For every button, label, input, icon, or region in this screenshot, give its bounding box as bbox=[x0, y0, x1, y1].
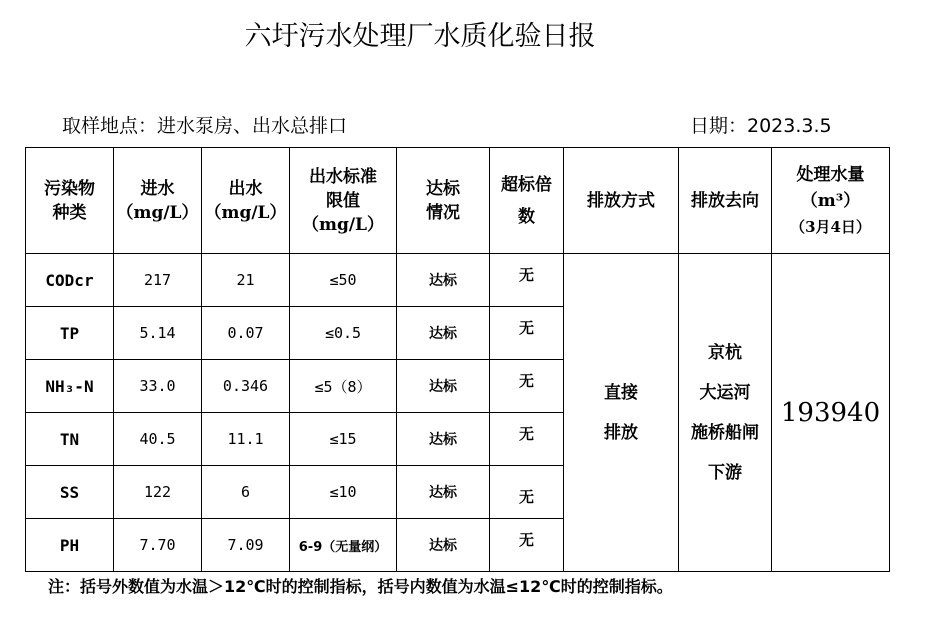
compliance-status: 达标 bbox=[397, 307, 490, 360]
exceed-value: 无 bbox=[490, 360, 564, 413]
limit-value: ≤50 bbox=[290, 254, 397, 307]
treated-volume: 193940 bbox=[772, 254, 890, 572]
pollutant-name: TN bbox=[26, 413, 114, 466]
header-outflow: 出水 （mg/L） bbox=[202, 148, 290, 254]
discharge-method: 直接 排放 bbox=[564, 254, 679, 572]
exceed-value: 无 bbox=[490, 254, 564, 307]
compliance-status: 达标 bbox=[397, 519, 490, 572]
exceed-value: 无 bbox=[490, 519, 564, 572]
limit-value: 6-9（无量纲） bbox=[290, 519, 397, 572]
sample-location: 取样地点：进水泵房、出水总排口 bbox=[62, 115, 348, 137]
header-pollutant: 污染物 种类 bbox=[26, 148, 114, 254]
inflow-value: 122 bbox=[114, 466, 202, 519]
inflow-value: 40.5 bbox=[114, 413, 202, 466]
outflow-value: 0.346 bbox=[202, 360, 290, 413]
header-limit: 出水标准 限值 （mg/L） bbox=[290, 148, 397, 254]
limit-value: ≤15 bbox=[290, 413, 397, 466]
discharge-destination: 京杭 大运河 施桥船闸 下游 bbox=[679, 254, 772, 572]
outflow-value: 21 bbox=[202, 254, 290, 307]
pollutant-name: SS bbox=[26, 466, 114, 519]
inflow-value: 217 bbox=[114, 254, 202, 307]
footnote: 注：括号外数值为水温＞12℃时的控制指标，括号内数值为水温≤12℃时的控制指标。 bbox=[48, 577, 673, 596]
pollutant-name: NH₃-N bbox=[26, 360, 114, 413]
compliance-status: 达标 bbox=[397, 360, 490, 413]
compliance-status: 达标 bbox=[397, 254, 490, 307]
exceed-value: 无 bbox=[490, 413, 564, 466]
exceed-value: 无 bbox=[490, 307, 564, 360]
exceed-value: 无 bbox=[490, 466, 564, 519]
report-date: 日期：2023.3.5 bbox=[690, 115, 832, 137]
report-title: 六圩污水处理厂水质化验日报 bbox=[244, 21, 596, 52]
inflow-value: 5.14 bbox=[114, 307, 202, 360]
header-inflow: 进水 （mg/L） bbox=[114, 148, 202, 254]
header-discharge-dest: 排放去向 bbox=[679, 148, 772, 254]
pollutant-name: TP bbox=[26, 307, 114, 360]
inflow-value: 7.70 bbox=[114, 519, 202, 572]
header-row bbox=[26, 148, 890, 254]
inflow-value: 33.0 bbox=[114, 360, 202, 413]
outflow-value: 11.1 bbox=[202, 413, 290, 466]
limit-value: ≤10 bbox=[290, 466, 397, 519]
outflow-value: 6 bbox=[202, 466, 290, 519]
limit-value: ≤5（8） bbox=[290, 360, 397, 413]
header-exceed: 超标倍 数 bbox=[490, 148, 564, 254]
header-discharge-method: 排放方式 bbox=[564, 148, 679, 254]
limit-value: ≤0.5 bbox=[290, 307, 397, 360]
outflow-value: 0.07 bbox=[202, 307, 290, 360]
water-quality-table bbox=[25, 147, 890, 572]
table-row bbox=[26, 254, 890, 307]
compliance-status: 达标 bbox=[397, 466, 490, 519]
header-compliance: 达标 情况 bbox=[397, 148, 490, 254]
header-volume: 处理水量 （m³） （3月4日） bbox=[772, 148, 890, 254]
compliance-status: 达标 bbox=[397, 413, 490, 466]
pollutant-name: PH bbox=[26, 519, 114, 572]
outflow-value: 7.09 bbox=[202, 519, 290, 572]
pollutant-name: CODcr bbox=[26, 254, 114, 307]
